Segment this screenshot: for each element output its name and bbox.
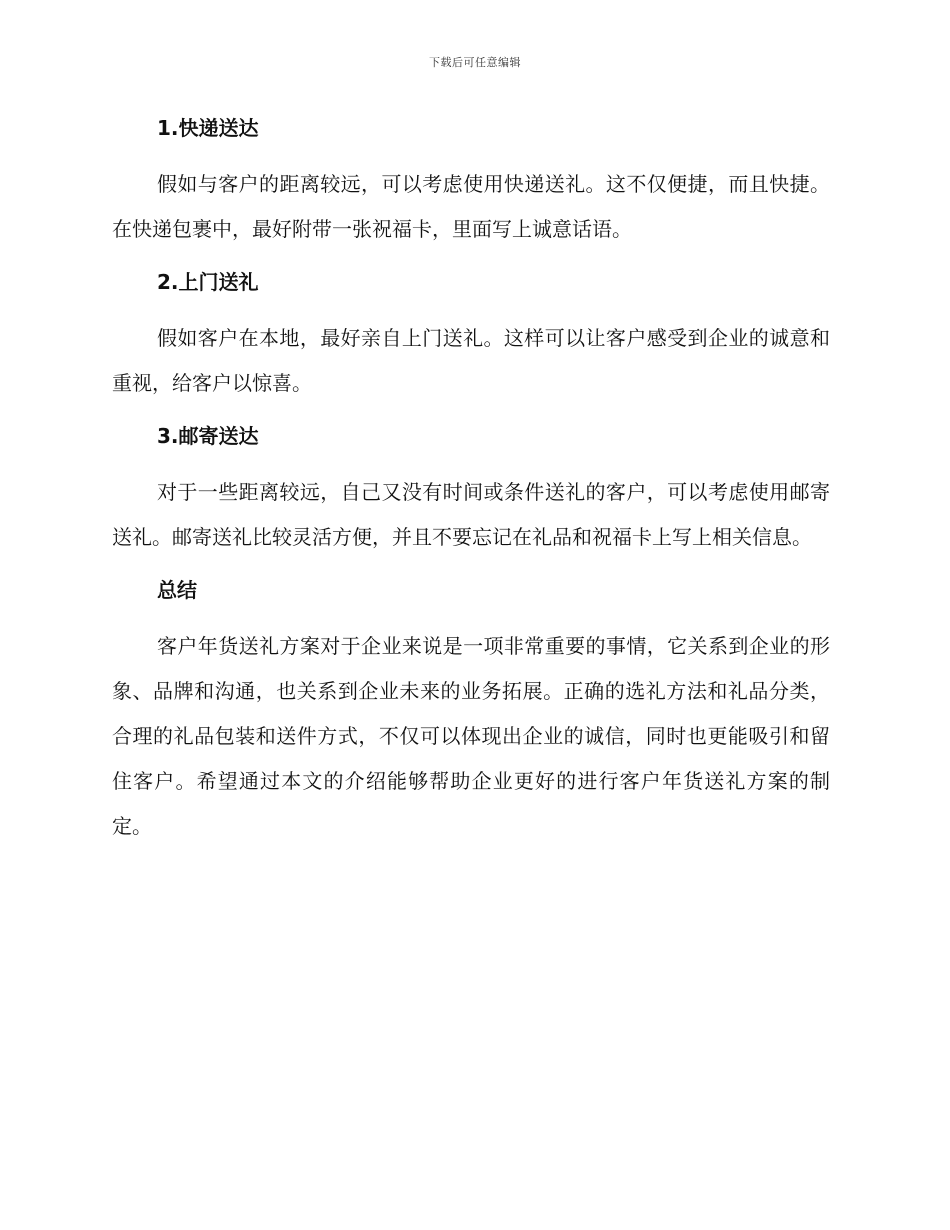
page-header-note: 下载后可任意编辑 [429, 56, 521, 69]
section-paragraph-mail-delivery: 对于一些距离较远，自己又没有时间或条件送礼的客户，可以考虑使用邮寄送礼。邮寄送礼比较灵活方便，并且不要忘记在礼品和祝福卡上写上相关信息。 [112, 480, 830, 549]
section-paragraph-express-delivery: 假如与客户的距离较远，可以考虑使用快递送礼。这不仅便捷，而且快捷。在快递包裹中，最好附带一张祝福卡，里面写上诚意话语。 [112, 172, 830, 241]
section-heading-door-delivery: 2.上门送礼 [157, 270, 259, 294]
section-heading-summary: 总结 [157, 578, 197, 602]
section-heading-express-delivery: 1.快递送达 [157, 116, 259, 140]
document-body [112, 110, 830, 849]
section-paragraph-door-delivery: 假如客户在本地，最好亲自上门送礼。这样可以让客户感受到企业的诚意和重视，给客户以惊喜。 [112, 326, 830, 395]
section-paragraph-summary: 客户年货送礼方案对于企业来说是一项非常重要的事情，它关系到企业的形象、品牌和沟通，也关系到企业未来的业务拓展。正确的选礼方法和礼品分类，合理的礼品包装和送件方式，不仅可以体现出企业的诚信，同时也更能吸引和留住客户。希望通过本文的介绍能够帮助企业更好的进行客户年货送礼方案的制定。 [112, 634, 830, 838]
section-heading-mail-delivery: 3.邮寄送达 [157, 424, 259, 448]
